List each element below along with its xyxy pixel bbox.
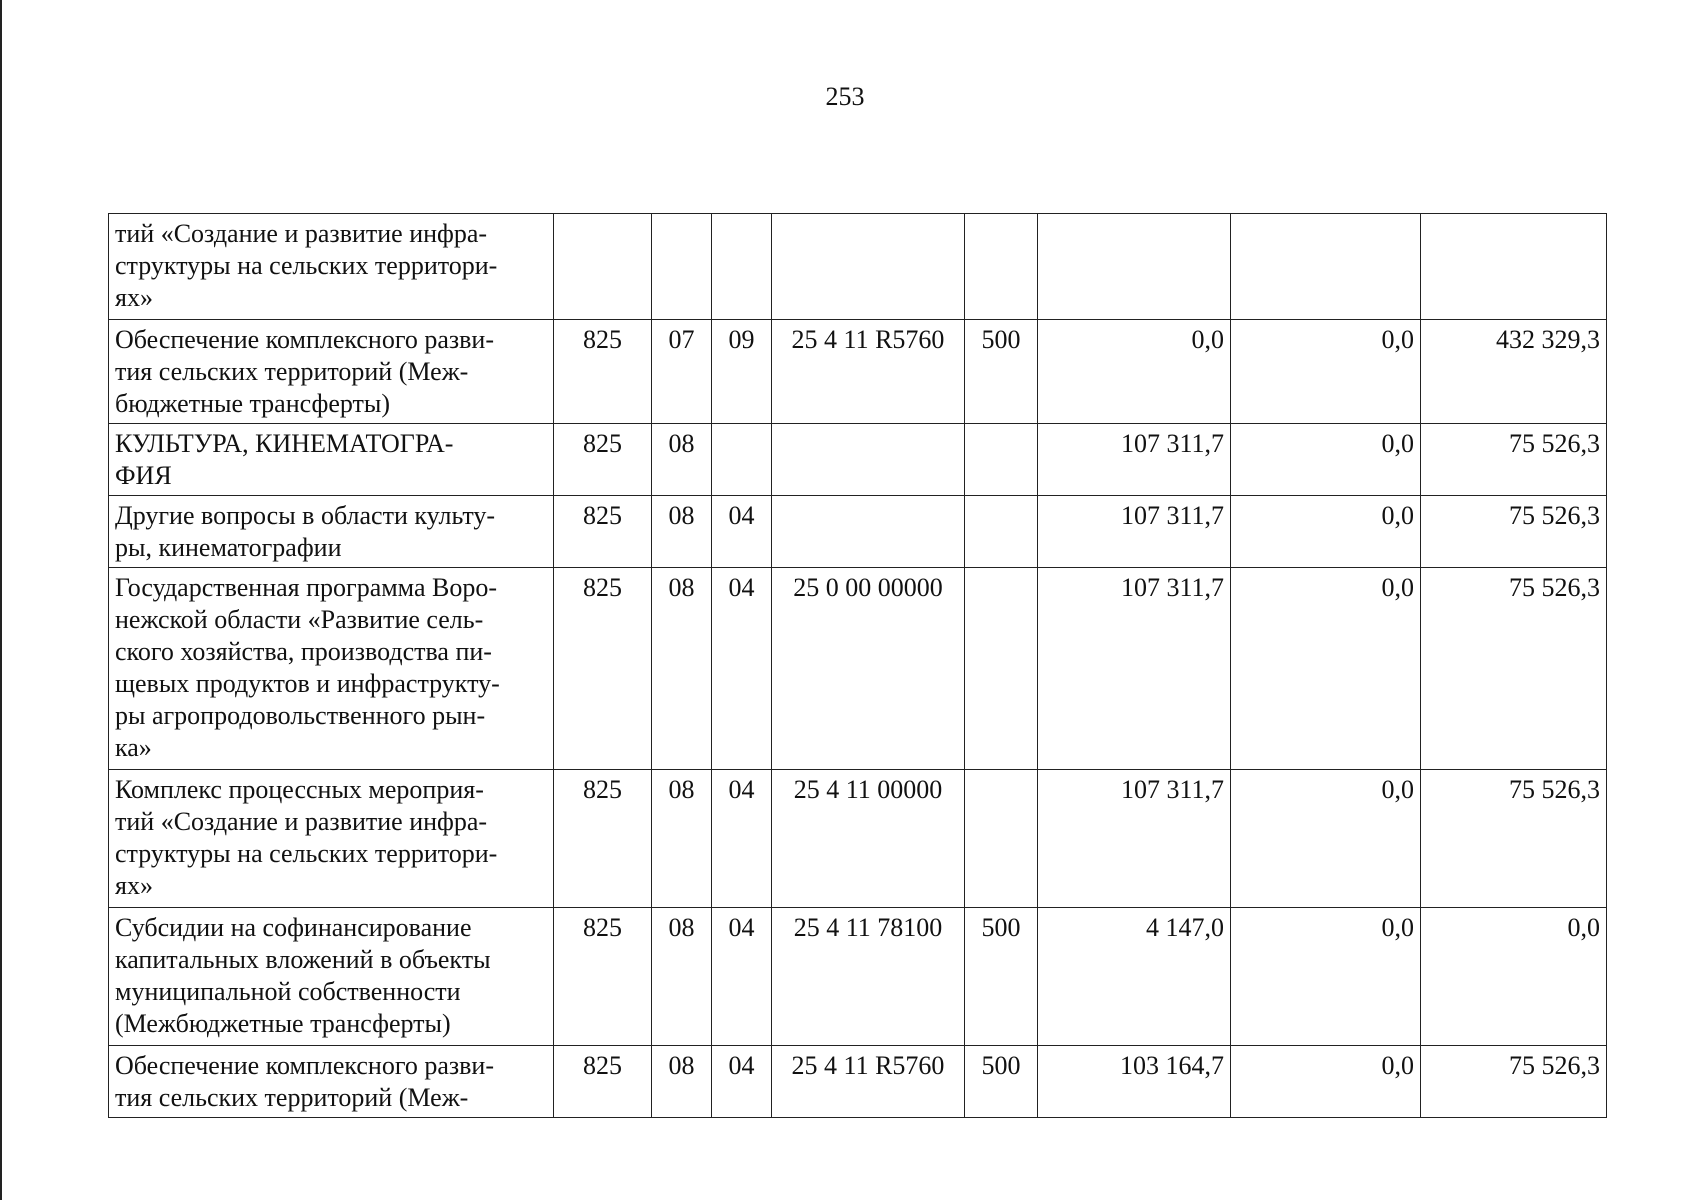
row-name-cell <box>109 424 554 496</box>
grbs-cell: 825 <box>554 496 652 568</box>
pr-cell: 09 <box>712 320 772 424</box>
rz-cell: 08 <box>652 568 712 770</box>
rz-cell: 08 <box>652 496 712 568</box>
pr-cell: 04 <box>712 568 772 770</box>
sum2-cell: 0,0 <box>1231 424 1421 496</box>
vr-cell <box>965 496 1038 568</box>
rz-cell: 07 <box>652 320 712 424</box>
sum3-cell: 0,0 <box>1421 908 1607 1046</box>
rz-cell: 08 <box>652 424 712 496</box>
sum1-cell: 107 311,7 <box>1038 496 1231 568</box>
pr-cell: 04 <box>712 770 772 908</box>
grbs-cell: 825 <box>554 770 652 908</box>
sum1-cell: 107 311,7 <box>1038 568 1231 770</box>
sum3-cell: 75 526,3 <box>1421 1046 1607 1118</box>
scan-edge-line <box>0 0 2 1200</box>
sum3-cell: 75 526,3 <box>1421 424 1607 496</box>
vr-cell <box>965 770 1038 908</box>
sum1-cell: 107 311,7 <box>1038 770 1231 908</box>
pr-cell: 04 <box>712 1046 772 1118</box>
row-name: Обеспечение комплексного разви- тия сельских территорий (Меж- бюджетные трансферты) <box>115 325 494 418</box>
sum2-cell: 0,0 <box>1231 1046 1421 1118</box>
sum3-cell: 432 329,3 <box>1421 320 1607 424</box>
row-name: Комплекс процессных мероприя- тий «Создание и развитие инфра- структуры на сельских территори- ях» <box>115 775 498 900</box>
row-name: Обеспечение комплексного разви- тия сельских территорий (Меж- <box>115 1051 494 1112</box>
sum3-cell <box>1421 214 1607 320</box>
csr-cell: 25 4 11 R5760 <box>772 320 965 424</box>
sum1-cell: 4 147,0 <box>1038 908 1231 1046</box>
sum2-cell: 0,0 <box>1231 496 1421 568</box>
sum3-cell: 75 526,3 <box>1421 496 1607 568</box>
table-body <box>109 214 1607 1118</box>
rz-cell: 08 <box>652 770 712 908</box>
csr-cell: 25 0 00 00000 <box>772 568 965 770</box>
sum2-cell: 0,0 <box>1231 908 1421 1046</box>
budget-table <box>108 213 1607 1118</box>
table-row <box>109 908 1607 1046</box>
table-row <box>109 1046 1607 1118</box>
sum1-cell: 0,0 <box>1038 320 1231 424</box>
sum1-cell <box>1038 214 1231 320</box>
table-row <box>109 496 1607 568</box>
sum1-cell: 103 164,7 <box>1038 1046 1231 1118</box>
csr-cell: 25 4 11 00000 <box>772 770 965 908</box>
table-row <box>109 770 1607 908</box>
rz-cell <box>652 214 712 320</box>
grbs-cell: 825 <box>554 1046 652 1118</box>
vr-cell <box>965 214 1038 320</box>
pr-cell: 04 <box>712 908 772 1046</box>
sum2-cell: 0,0 <box>1231 568 1421 770</box>
grbs-cell <box>554 214 652 320</box>
pr-cell: 04 <box>712 496 772 568</box>
vr-cell: 500 <box>965 1046 1038 1118</box>
table-row <box>109 214 1607 320</box>
row-name-cell <box>109 908 554 1046</box>
sum2-cell: 0,0 <box>1231 320 1421 424</box>
row-name: КУЛЬТУРА, КИНЕМАТОГРА- ФИЯ <box>115 429 454 490</box>
sum2-cell <box>1231 214 1421 320</box>
grbs-cell: 825 <box>554 320 652 424</box>
row-name-cell <box>109 320 554 424</box>
row-name: Государственная программа Воро- нежской области «Развитие сель- ского хозяйства, производства пи- щевых продуктов и инфраструкту- ры агропродовольственного рын- ка» <box>115 573 500 762</box>
table-row <box>109 320 1607 424</box>
csr-cell <box>772 496 965 568</box>
vr-cell <box>965 424 1038 496</box>
rz-cell: 08 <box>652 1046 712 1118</box>
csr-cell <box>772 424 965 496</box>
row-name: Субсидии на софинансирование капитальных вложений в объекты муниципальной собственности (Межбюджетные трансферты) <box>115 913 491 1038</box>
row-name-cell <box>109 214 554 320</box>
csr-cell: 25 4 11 78100 <box>772 908 965 1046</box>
row-name: Другие вопросы в области культу- ры, кинематографии <box>115 501 496 562</box>
row-name-cell <box>109 1046 554 1118</box>
row-name-cell <box>109 770 554 908</box>
csr-cell <box>772 214 965 320</box>
row-name-cell <box>109 568 554 770</box>
vr-cell: 500 <box>965 320 1038 424</box>
csr-cell: 25 4 11 R5760 <box>772 1046 965 1118</box>
page-number: 253 <box>825 82 865 111</box>
row-name: тий «Создание и развитие инфра- структуры на сельских территори- ях» <box>115 219 498 312</box>
row-name-cell <box>109 496 554 568</box>
sum3-cell: 75 526,3 <box>1421 770 1607 908</box>
grbs-cell: 825 <box>554 908 652 1046</box>
pr-cell <box>712 424 772 496</box>
sum2-cell: 0,0 <box>1231 770 1421 908</box>
vr-cell <box>965 568 1038 770</box>
pr-cell <box>712 214 772 320</box>
vr-cell: 500 <box>965 908 1038 1046</box>
sum1-cell: 107 311,7 <box>1038 424 1231 496</box>
grbs-cell: 825 <box>554 424 652 496</box>
table-row <box>109 568 1607 770</box>
grbs-cell: 825 <box>554 568 652 770</box>
sum3-cell: 75 526,3 <box>1421 568 1607 770</box>
rz-cell: 08 <box>652 908 712 1046</box>
table-row <box>109 424 1607 496</box>
